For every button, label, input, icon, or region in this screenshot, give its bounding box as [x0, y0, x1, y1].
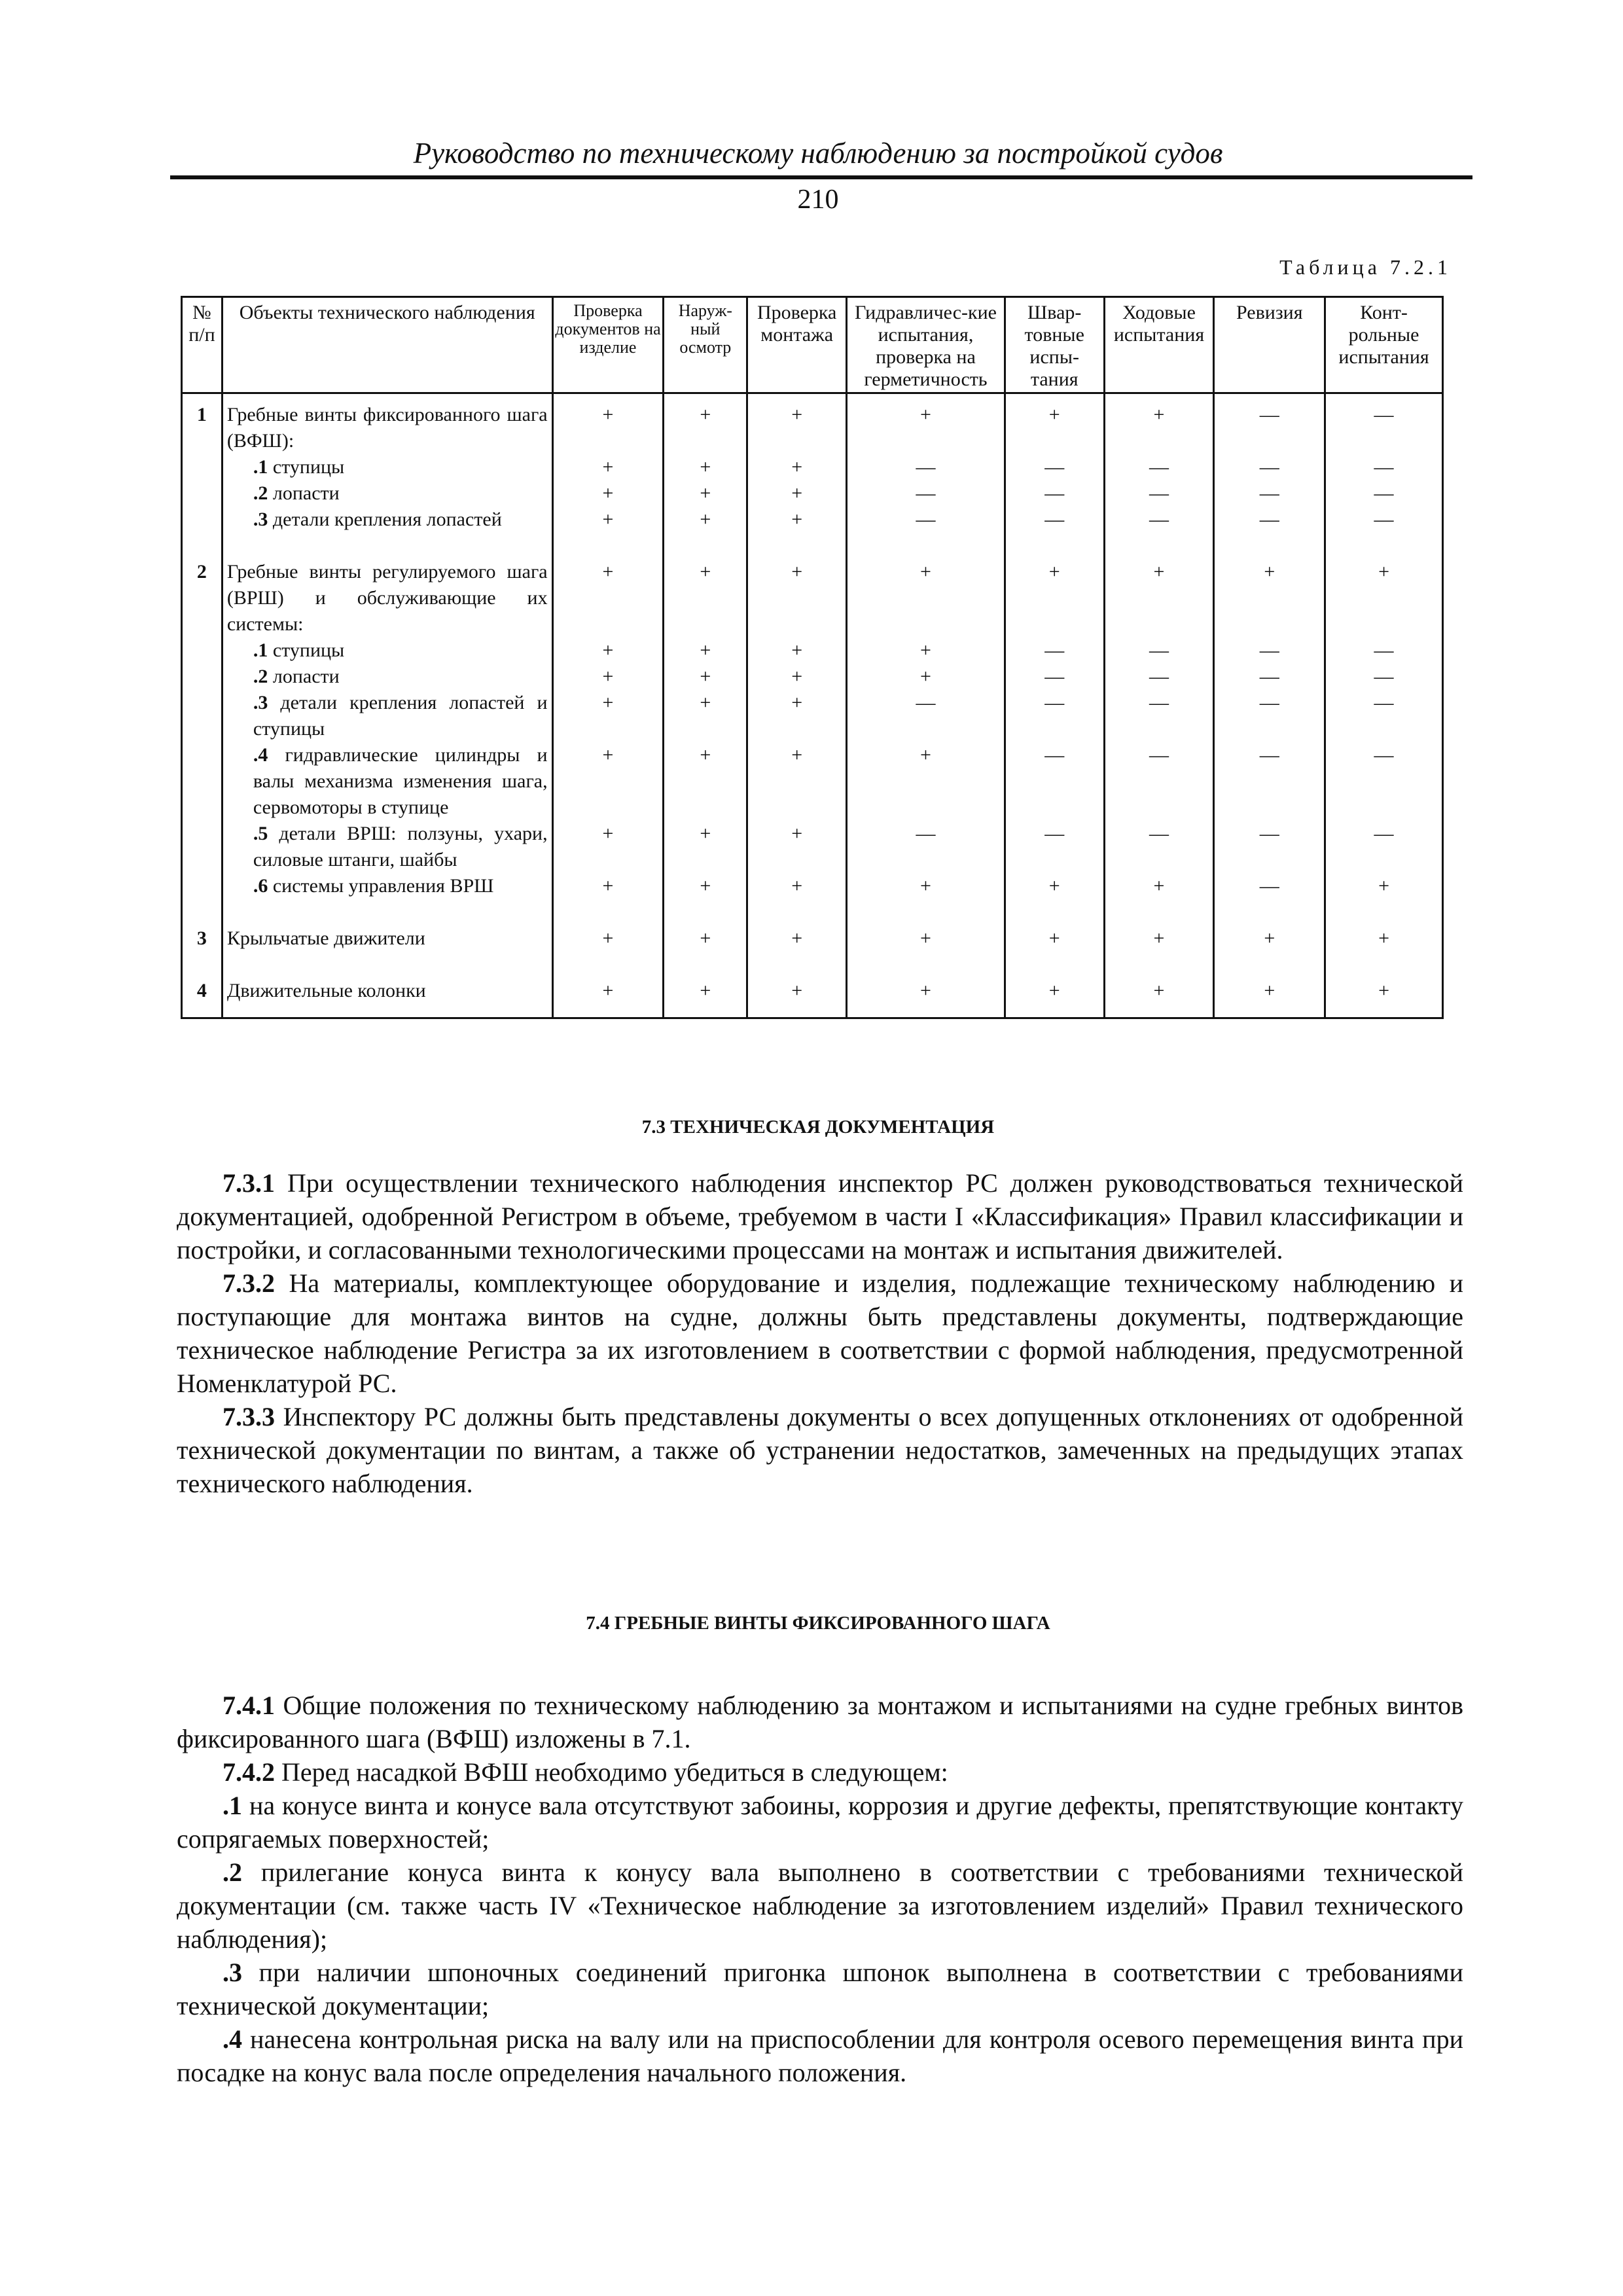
- spacer-cell: [664, 1004, 747, 1018]
- mark-cell: +: [1104, 873, 1214, 899]
- mark-cell: +: [1005, 559, 1104, 637]
- mark-cell: +: [552, 637, 664, 664]
- spacer-cell: [1325, 899, 1443, 925]
- table-subrow: [182, 480, 1443, 507]
- row-spacer: [182, 533, 1443, 559]
- object-label: Крыльчатые движители: [226, 927, 425, 949]
- section-title-7-4: 7.4 ГРЕБНЫЕ ВИНТЫ ФИКСИРОВАННОГО ШАГА: [586, 1613, 1050, 1634]
- spacer-cell: [847, 899, 1005, 925]
- mark-cell: —: [1104, 454, 1214, 480]
- sub-number: .3: [253, 692, 268, 713]
- row-spacer: [182, 899, 1443, 925]
- sub-number: .1: [253, 456, 268, 478]
- section-7-4-body: [177, 1689, 1463, 2089]
- mark-cell: —: [1214, 742, 1325, 821]
- mark-cell: —: [1214, 454, 1325, 480]
- mark-cell: +: [552, 559, 664, 637]
- item-text: на конусе винта и конусе вала отсутствуют забоины, коррозия и другие дефекты, препятствующие контакту сопрягаемых поверхностей;: [177, 1791, 1464, 1854]
- mark-cell: —: [1214, 821, 1325, 873]
- row-object: [222, 742, 552, 821]
- paragraph-text: Общие положения по техническому наблюдению за монтажом и испытаниями на судне гребных винтов фиксированного шага (ВФШ) изложены в 7.1.: [177, 1691, 1463, 1753]
- table-row: [182, 978, 1443, 1004]
- sub-number: .2: [253, 482, 268, 504]
- mark-cell: —: [847, 507, 1005, 533]
- paragraph-text: На материалы, комплектующее оборудование и изделия, подлежащие техническому наблюдению и поступающие для монтажа винтов на судне, должны быть представлены документы, подтверждающие техническое наблюдение Регистра за их изготовлением в соответствии с формой наблюдения, предусмотренной Номенклатурой РС.: [177, 1268, 1463, 1398]
- mark-cell: +: [1104, 925, 1214, 952]
- spacer-cell: [552, 533, 664, 559]
- spacer-cell: [182, 533, 223, 559]
- row-spacer: [182, 1004, 1443, 1018]
- mark-cell: +: [747, 925, 847, 952]
- row-object: [222, 454, 552, 480]
- table-caption: Таблица 7.2.1: [1279, 255, 1452, 279]
- mark-cell: —: [1005, 507, 1104, 533]
- mark-cell: +: [664, 821, 747, 873]
- row-number: [182, 821, 223, 873]
- mark-cell: —: [1104, 742, 1214, 821]
- mark-cell: +: [747, 480, 847, 507]
- mark-cell: —: [1005, 821, 1104, 873]
- spacer-cell: [1214, 533, 1325, 559]
- sub-label: гидравлические цилиндры и валы механизма изменения шага, сервомоторы в ступице: [253, 744, 548, 818]
- col-header-external-inspection: Наруж-ный осмотр: [664, 297, 747, 393]
- mark-cell: —: [1214, 664, 1325, 690]
- col-header-num: № п/п: [182, 297, 223, 393]
- mark-cell: +: [552, 664, 664, 690]
- mark-cell: +: [664, 507, 747, 533]
- item-number: .4: [223, 2024, 242, 2054]
- mark-cell: —: [847, 454, 1005, 480]
- mark-cell: +: [664, 454, 747, 480]
- spacer-cell: [552, 952, 664, 978]
- mark-cell: +: [1325, 925, 1443, 952]
- table-subrow: [182, 821, 1443, 873]
- mark-cell: +: [1104, 978, 1214, 1004]
- item-number: .2: [223, 1857, 242, 1887]
- mark-cell: —: [1325, 480, 1443, 507]
- row-number: 2: [182, 559, 223, 637]
- mark-cell: +: [1214, 925, 1325, 952]
- spacer-cell: [1005, 533, 1104, 559]
- spacer-cell: [1005, 952, 1104, 978]
- row-number: [182, 690, 223, 742]
- mark-cell: +: [847, 637, 1005, 664]
- sub-number: .6: [253, 875, 268, 897]
- table-header-row: [182, 297, 1443, 393]
- mark-cell: +: [664, 742, 747, 821]
- row-object: [222, 559, 552, 637]
- mark-cell: —: [1214, 690, 1325, 742]
- mark-cell: —: [1104, 664, 1214, 690]
- row-object: [222, 978, 552, 1004]
- row-number: [182, 454, 223, 480]
- sub-label: детали крепления лопастей и ступицы: [253, 692, 548, 740]
- mark-cell: +: [552, 480, 664, 507]
- spacer-cell: [1104, 952, 1214, 978]
- mark-cell: +: [552, 873, 664, 899]
- mark-cell: +: [664, 690, 747, 742]
- paragraph-number: 7.3.3: [223, 1402, 275, 1431]
- item-number: .1: [223, 1791, 242, 1820]
- mark-cell: +: [664, 873, 747, 899]
- sub-number: .1: [253, 639, 268, 661]
- sub-number: .2: [253, 666, 268, 687]
- spacer-cell: [222, 1004, 552, 1018]
- list-item-2: [177, 1856, 1463, 1956]
- row-number: [182, 664, 223, 690]
- mark-cell: +: [747, 742, 847, 821]
- col-header-installation: Проверка монтажа: [747, 297, 847, 393]
- spacer-cell: [747, 533, 847, 559]
- row-object: [222, 821, 552, 873]
- mark-cell: +: [552, 742, 664, 821]
- mark-cell: +: [1325, 559, 1443, 637]
- spacer-cell: [1104, 1004, 1214, 1018]
- spacer-cell: [664, 952, 747, 978]
- sub-label: ступицы: [272, 639, 345, 661]
- mark-cell: +: [552, 454, 664, 480]
- row-number: [182, 507, 223, 533]
- item-text: нанесена контрольная риска на валу или на приспособлении для контроля осевого перемещения винта при посадке на конус вала после определения начального положения.: [177, 2024, 1463, 2087]
- mark-cell: +: [552, 690, 664, 742]
- mark-cell: —: [847, 821, 1005, 873]
- table-row: [182, 925, 1443, 952]
- running-header: Руководство по техническому наблюдению за постройкой судов: [413, 137, 1223, 170]
- paragraph-number: 7.3.2: [223, 1268, 275, 1298]
- table-subrow: [182, 664, 1443, 690]
- mark-cell: —: [1104, 480, 1214, 507]
- list-item-4: [177, 2022, 1463, 2089]
- spacer-cell: [847, 1004, 1005, 1018]
- mark-cell: +: [1325, 873, 1443, 899]
- mark-cell: +: [847, 978, 1005, 1004]
- row-number: [182, 742, 223, 821]
- mark-cell: +: [664, 637, 747, 664]
- mark-cell: —: [1325, 393, 1443, 455]
- mark-cell: +: [847, 664, 1005, 690]
- table-body: [182, 393, 1443, 1018]
- sub-number: .5: [253, 823, 268, 844]
- mark-cell: +: [747, 507, 847, 533]
- mark-cell: +: [552, 393, 664, 455]
- table-subrow: [182, 873, 1443, 899]
- row-object: [222, 393, 552, 455]
- mark-cell: +: [847, 393, 1005, 455]
- mark-cell: —: [1325, 454, 1443, 480]
- spacer-cell: [182, 952, 223, 978]
- spacer-cell: [552, 1004, 664, 1018]
- spacer-cell: [747, 952, 847, 978]
- spacer-cell: [222, 899, 552, 925]
- row-object: [222, 664, 552, 690]
- mark-cell: +: [552, 978, 664, 1004]
- mark-cell: +: [1325, 978, 1443, 1004]
- mark-cell: —: [1214, 393, 1325, 455]
- row-object: [222, 507, 552, 533]
- mark-cell: +: [847, 742, 1005, 821]
- table-row: [182, 559, 1443, 637]
- col-header-documents: Проверка документов на изделие: [552, 297, 664, 393]
- mark-cell: +: [847, 873, 1005, 899]
- mark-cell: —: [1325, 664, 1443, 690]
- table-subrow: [182, 742, 1443, 821]
- mark-cell: +: [552, 925, 664, 952]
- spacer-cell: [552, 899, 664, 925]
- mark-cell: +: [1005, 393, 1104, 455]
- mark-cell: +: [747, 873, 847, 899]
- header-rule: [170, 175, 1472, 179]
- section-title-7-3: 7.3 ТЕХНИЧЕСКАЯ ДОКУМЕНТАЦИЯ: [641, 1117, 995, 1138]
- mark-cell: +: [1005, 978, 1104, 1004]
- spacer-cell: [1005, 899, 1104, 925]
- mark-cell: +: [1104, 393, 1214, 455]
- section-7-3-body: [177, 1166, 1463, 1500]
- mark-cell: +: [747, 454, 847, 480]
- mark-cell: —: [1214, 873, 1325, 899]
- mark-cell: +: [747, 690, 847, 742]
- mark-cell: +: [664, 480, 747, 507]
- mark-cell: +: [1005, 925, 1104, 952]
- row-object: [222, 690, 552, 742]
- sub-label: лопасти: [272, 666, 340, 687]
- table-subrow: [182, 690, 1443, 742]
- row-object: [222, 925, 552, 952]
- table-subrow: [182, 637, 1443, 664]
- mark-cell: —: [1325, 742, 1443, 821]
- mark-cell: —: [1005, 480, 1104, 507]
- sub-label: детали крепления лопастей: [272, 509, 502, 530]
- mark-cell: +: [1214, 978, 1325, 1004]
- spacer-cell: [1214, 1004, 1325, 1018]
- spacer-cell: [182, 1004, 223, 1018]
- spacer-cell: [847, 533, 1005, 559]
- mark-cell: —: [1104, 690, 1214, 742]
- paragraph-text: Перед насадкой ВФШ необходимо убедиться в следующем:: [281, 1757, 948, 1787]
- spacer-cell: [664, 533, 747, 559]
- row-number: 4: [182, 978, 223, 1004]
- col-header-mooring: Швар-товные испы-тания: [1005, 297, 1104, 393]
- spacer-cell: [747, 1004, 847, 1018]
- mark-cell: +: [747, 559, 847, 637]
- inspection-table: [181, 296, 1444, 1019]
- paragraph-7-4-1: [177, 1689, 1463, 1755]
- mark-cell: —: [1104, 821, 1214, 873]
- list-item-1: [177, 1789, 1463, 1856]
- spacer-cell: [1214, 899, 1325, 925]
- item-text: при наличии шпоночных соединений пригонка шпонок выполнена в соответствии с требованиями технической документации;: [177, 1958, 1463, 2020]
- mark-cell: +: [747, 821, 847, 873]
- row-object: [222, 480, 552, 507]
- paragraph-7-3-3: [177, 1400, 1463, 1500]
- paragraph-7-4-2: [177, 1755, 1463, 1789]
- mark-cell: —: [1104, 507, 1214, 533]
- row-number: 3: [182, 925, 223, 952]
- row-object: [222, 637, 552, 664]
- row-number: [182, 480, 223, 507]
- mark-cell: +: [747, 393, 847, 455]
- spacer-cell: [1005, 1004, 1104, 1018]
- object-label: Гребные винты регулируемого шага (ВРШ) и обслуживающие их системы:: [226, 561, 548, 635]
- col-header-hydraulic: Гидравличес-кие испытания, проверка на герметичность: [847, 297, 1005, 393]
- mark-cell: —: [1214, 480, 1325, 507]
- item-number: .3: [223, 1958, 242, 1987]
- paragraph-number: 7.4.1: [223, 1691, 275, 1720]
- mark-cell: —: [1214, 637, 1325, 664]
- mark-cell: +: [1005, 873, 1104, 899]
- mark-cell: —: [847, 480, 1005, 507]
- mark-cell: +: [747, 978, 847, 1004]
- table-subrow: [182, 507, 1443, 533]
- mark-cell: +: [664, 925, 747, 952]
- mark-cell: +: [664, 559, 747, 637]
- paragraph-7-3-2: [177, 1266, 1463, 1400]
- col-header-object: Объекты технического наблюдения: [222, 297, 552, 393]
- mark-cell: +: [1214, 559, 1325, 637]
- mark-cell: —: [1005, 637, 1104, 664]
- sub-label: ступицы: [272, 456, 345, 478]
- spacer-cell: [182, 899, 223, 925]
- item-text: прилегание конуса винта к конусу вала выполнено в соответствии с требованиями технической документации (см. также часть IV «Техническое наблюдение за изготовлением изделий» Правил технического наблюдения);: [177, 1857, 1464, 1954]
- mark-cell: +: [664, 393, 747, 455]
- mark-cell: +: [747, 664, 847, 690]
- mark-cell: —: [1214, 507, 1325, 533]
- mark-cell: —: [1325, 821, 1443, 873]
- spacer-cell: [1214, 952, 1325, 978]
- mark-cell: —: [1325, 690, 1443, 742]
- row-number: [182, 637, 223, 664]
- object-label: Движительные колонки: [226, 980, 426, 1001]
- list-item-3: [177, 1956, 1463, 2022]
- paragraph-number: 7.3.1: [223, 1168, 275, 1198]
- spacer-cell: [222, 533, 552, 559]
- sub-label: системы управления ВРШ: [272, 875, 494, 897]
- row-spacer: [182, 952, 1443, 978]
- col-header-revision: Ревизия: [1214, 297, 1325, 393]
- mark-cell: —: [1325, 637, 1443, 664]
- row-number: 1: [182, 393, 223, 455]
- sub-number: .3: [253, 509, 268, 530]
- mark-cell: —: [847, 690, 1005, 742]
- mark-cell: —: [1325, 507, 1443, 533]
- spacer-cell: [1325, 533, 1443, 559]
- spacer-cell: [1104, 899, 1214, 925]
- mark-cell: +: [747, 637, 847, 664]
- spacer-cell: [222, 952, 552, 978]
- spacer-cell: [1325, 952, 1443, 978]
- sub-number: .4: [253, 744, 268, 766]
- mark-cell: +: [847, 559, 1005, 637]
- mark-cell: +: [847, 925, 1005, 952]
- mark-cell: —: [1005, 742, 1104, 821]
- spacer-cell: [1325, 1004, 1443, 1018]
- mark-cell: +: [1104, 559, 1214, 637]
- col-header-control-tests: Конт-рольные испытания: [1325, 297, 1443, 393]
- table-subrow: [182, 454, 1443, 480]
- row-number: [182, 873, 223, 899]
- mark-cell: —: [1005, 454, 1104, 480]
- mark-cell: —: [1005, 690, 1104, 742]
- col-header-sea-trials: Ходовые испытания: [1104, 297, 1214, 393]
- spacer-cell: [847, 952, 1005, 978]
- mark-cell: —: [1104, 637, 1214, 664]
- paragraph-text: Инспектору РС должны быть представлены документы о всех допущенных отклонениях от одобренной технической документации по винтам, а также об устранении недостатков, замеченных на предыдущих этапах технического наблюдения.: [177, 1402, 1464, 1498]
- object-label: Гребные винты фиксированного шага (ВФШ):: [226, 404, 548, 452]
- spacer-cell: [1104, 533, 1214, 559]
- paragraph-number: 7.4.2: [223, 1757, 275, 1787]
- mark-cell: +: [552, 507, 664, 533]
- row-object: [222, 873, 552, 899]
- paragraph-text: При осуществлении технического наблюдения инспектор РС должен руководствоваться технической документацией, одобренной Регистром в объеме, требуемом в части I «Классификация» Правил классификации и постройки, и согласованными технологическими процессами на монтаж и испытания движителей.: [177, 1168, 1464, 1265]
- sub-label: лопасти: [272, 482, 340, 504]
- mark-cell: +: [664, 664, 747, 690]
- sub-label: детали ВРШ: ползуны, ухари, силовые штанги, шайбы: [253, 823, 548, 870]
- mark-cell: +: [552, 821, 664, 873]
- mark-cell: +: [664, 978, 747, 1004]
- spacer-cell: [747, 899, 847, 925]
- paragraph-7-3-1: [177, 1166, 1463, 1266]
- spacer-cell: [664, 899, 747, 925]
- mark-cell: —: [1005, 664, 1104, 690]
- table-row: [182, 393, 1443, 455]
- page-number: 210: [797, 185, 839, 215]
